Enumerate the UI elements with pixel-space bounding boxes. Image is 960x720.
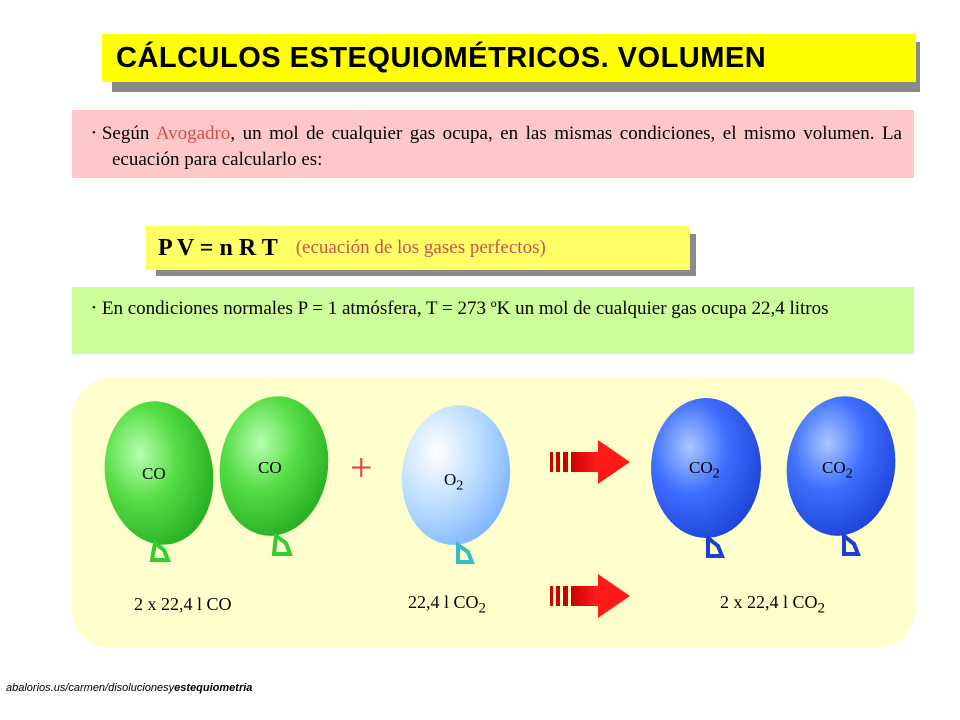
page-title: CÁLCULOS ESTEQUIOMÉTRICOS. VOLUMEN (116, 41, 767, 74)
balloon-knot-icon (152, 543, 168, 560)
balloon-label-co-2: CO (258, 458, 282, 477)
source-footer: abalorios.us/carmen/disolucionesyestequiometria (6, 682, 253, 694)
balloon-knot-icon (708, 538, 722, 556)
volume-arrow-icon (550, 574, 630, 618)
bullet-icon: • (92, 302, 96, 314)
balloon-label-co-1: CO (142, 464, 166, 483)
avogadro-text-after: , un mol de cualquier gas ocupa, en las mismas condiciones, el mismo volumen. La ecuación para calcularlo es: (112, 123, 902, 170)
normal-conditions-text: En condiciones normales P = 1 atmósfera, T = 273 ºK un mol de cualquier gas ocupa 22,4 litros (101, 298, 829, 319)
balloon-label-o2: $O_2$ (444, 470, 464, 494)
balloon-knot-icon (458, 545, 472, 562)
balloon-label-co2-1: $CO_2$ (689, 458, 720, 482)
equation-description: (ecuación de los gases perfectos) (295, 237, 546, 258)
balloon-knot-icon (844, 536, 858, 554)
equation-formula: P V = n R T (158, 234, 278, 261)
plus-sign: + (350, 445, 373, 490)
volume-middle: 22,4 l $CO_2$ (408, 592, 487, 617)
volume-left: 2 x 22,4 l CO (134, 594, 232, 614)
avogadro-name: Avogadro (155, 123, 231, 144)
balloon-knot-icon (274, 536, 290, 554)
bullet-icon: • (92, 127, 96, 139)
balloon-label-co2-2: $CO_2$ (822, 458, 853, 482)
volume-right: 2 x 22,4 l $CO_2$ (720, 592, 826, 617)
reaction-arrow-icon (550, 440, 630, 484)
avogadro-text-before: Según (101, 123, 156, 144)
